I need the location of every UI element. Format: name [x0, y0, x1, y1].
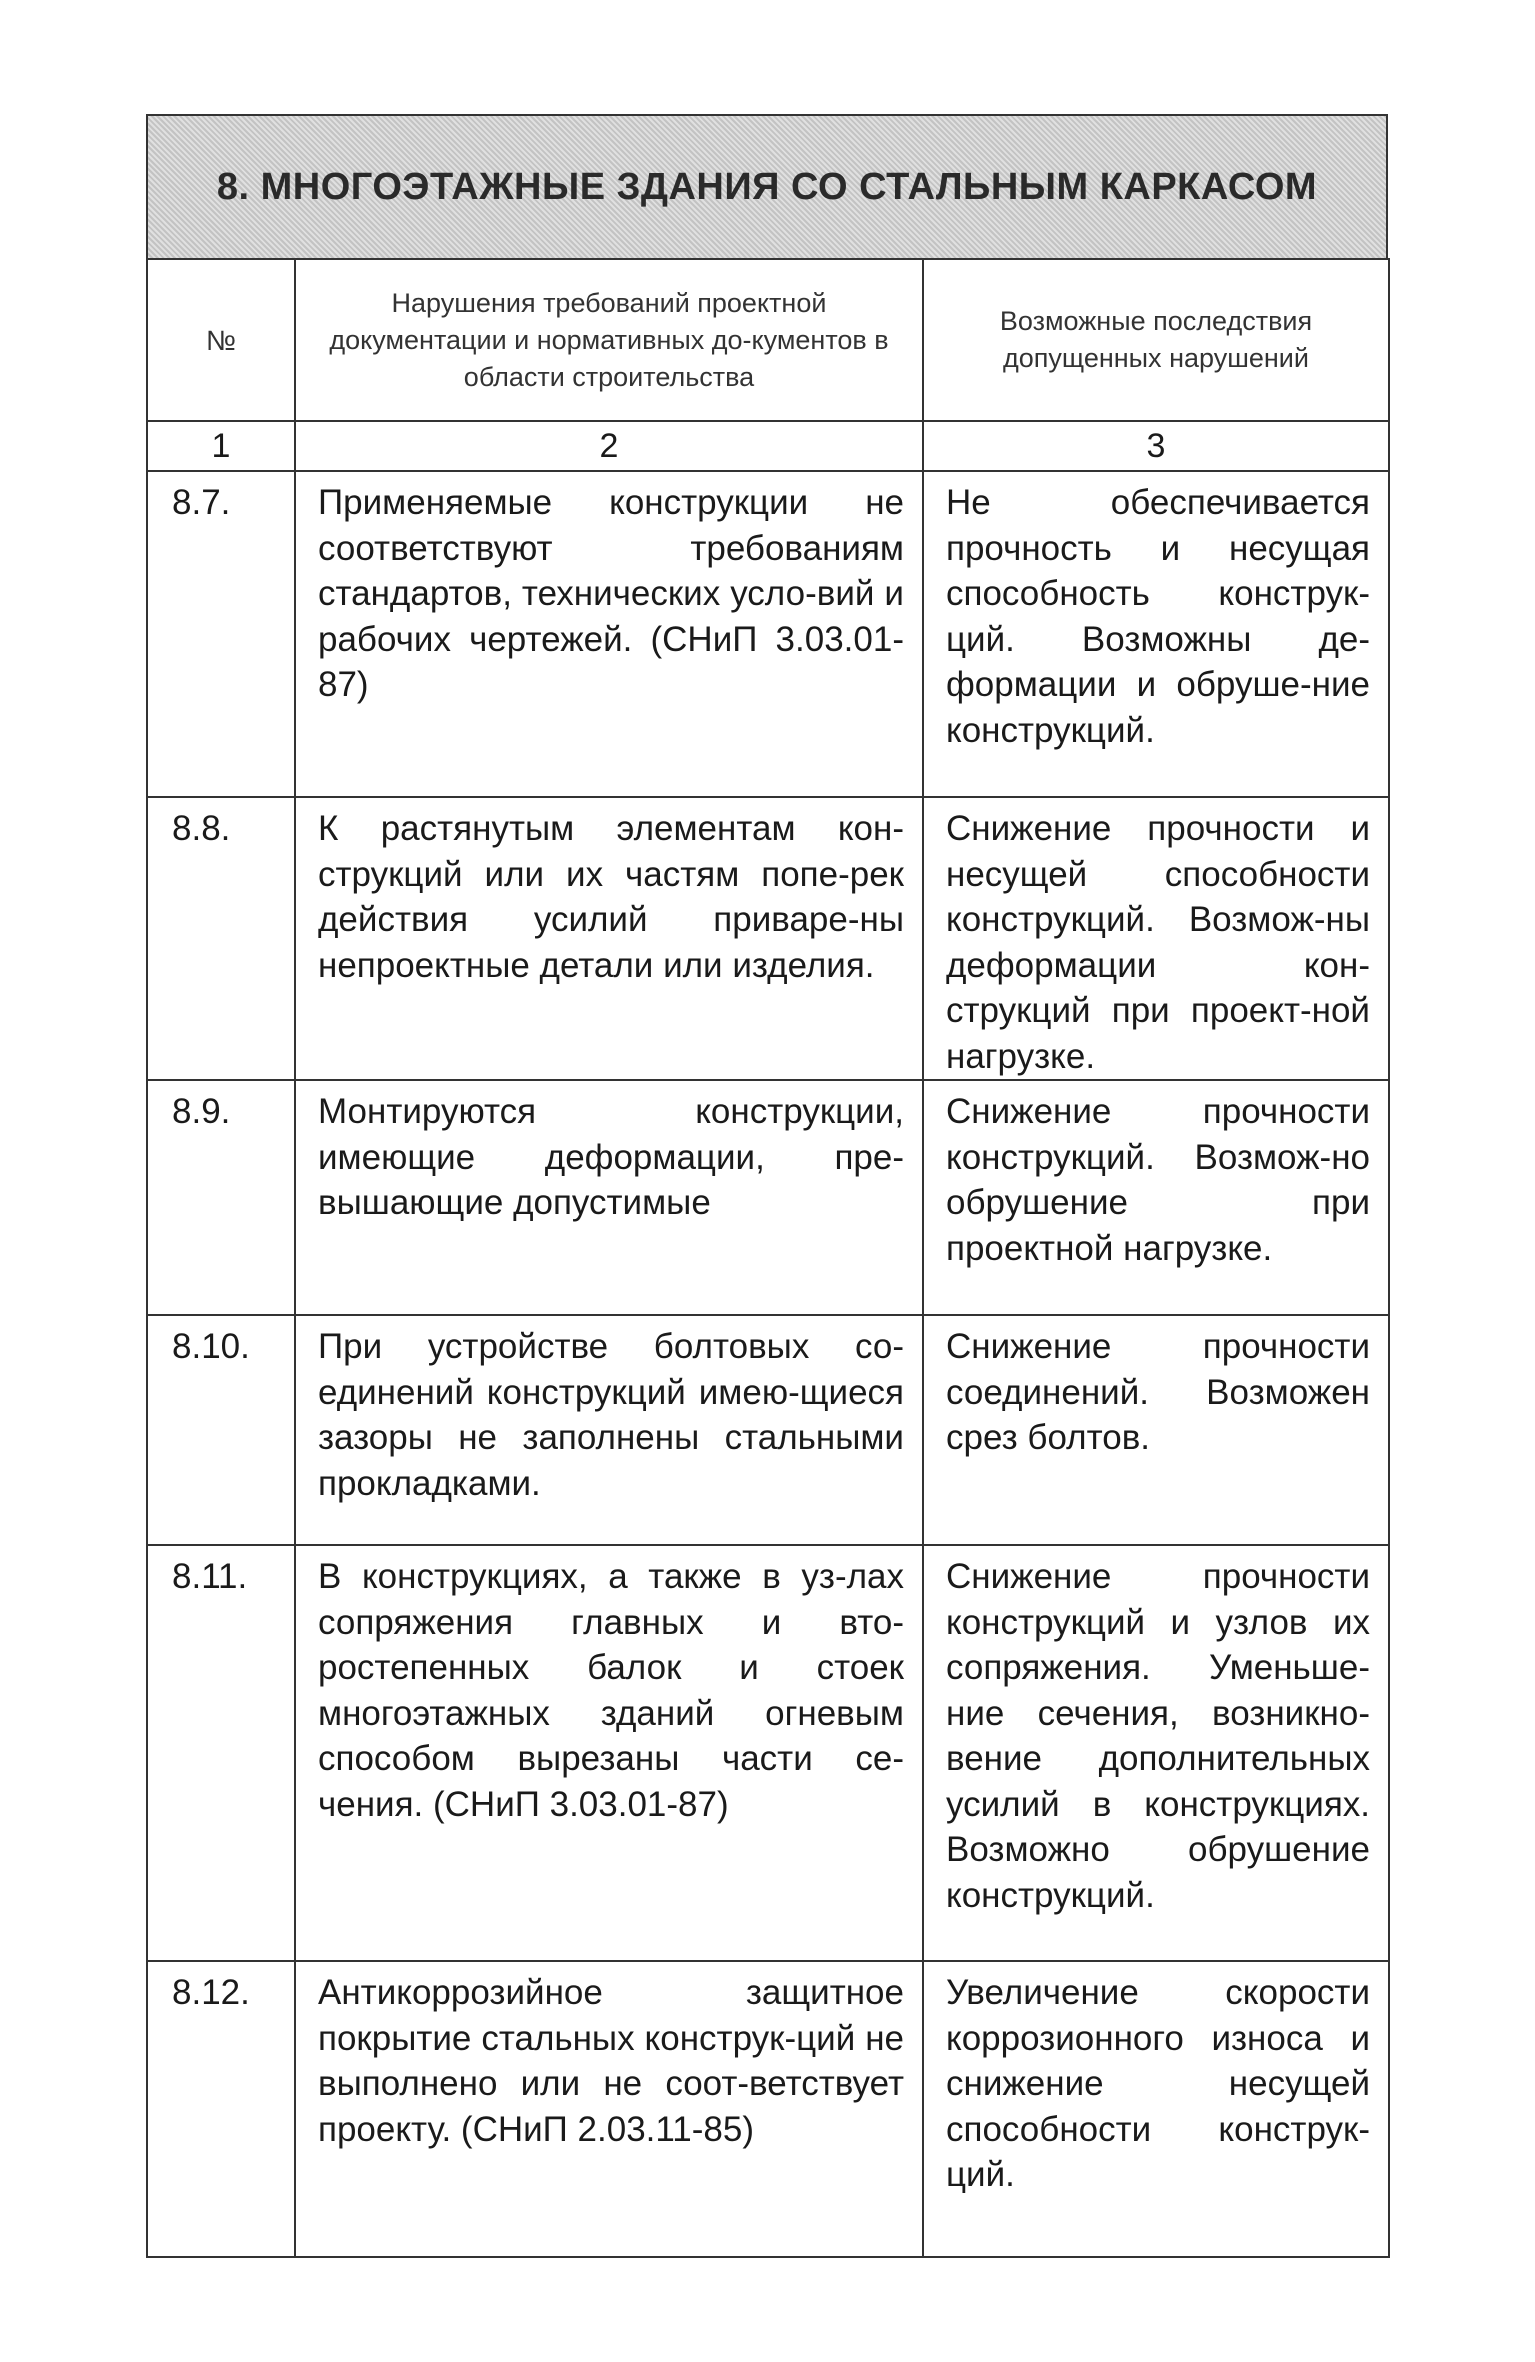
- row-consequence: Увеличение скорости коррозионного износа и снижение несущей способности конструк-ций.: [923, 1961, 1389, 2257]
- violations-table-container: [146, 114, 1388, 2258]
- row-number: 8.8.: [147, 797, 295, 1080]
- header-number: №: [147, 259, 295, 421]
- row-violation: Монтируются конструкции, имеющие деформации, пре-вышающие допустимые: [295, 1080, 923, 1315]
- row-number: 8.10.: [147, 1315, 295, 1545]
- row-consequence: Снижение прочности конструкций и узлов их сопряжения. Уменьше-ние сечения, возникно-вение дополнительных усилий в конструкциях. Возможно обрушение конструкций.: [923, 1545, 1389, 1961]
- header-violations: Нарушения требований проектной документации и нормативных до-кументов в области строительства: [295, 259, 923, 421]
- table-row: [147, 1315, 1389, 1545]
- table-row: [147, 1080, 1389, 1315]
- header-consequences: Возможные последствия допущенных нарушений: [923, 259, 1389, 421]
- row-consequence: Не обеспечивается прочность и несущая способность конструк-ций. Возможны де-формации и обруше-ние конструкций.: [923, 471, 1389, 797]
- table-row: [147, 471, 1389, 797]
- row-number: 8.9.: [147, 1080, 295, 1315]
- section-title: 8. МНОГОЭТАЖНЫЕ ЗДАНИЯ СО СТАЛЬНЫМ КАРКАСОМ: [216, 165, 1318, 208]
- row-violation: При устройстве болтовых со-единений конструкций имею-щиеся зазоры не заполнены стальными прокладками.: [295, 1315, 923, 1545]
- row-violation: Применяемые конструкции не соответствуют требованиям стандартов, технических усло-вий и рабочих чертежей. (СНиП 3.03.01-87): [295, 471, 923, 797]
- row-consequence: Снижение прочности соединений. Возможен срез болтов.: [923, 1315, 1389, 1545]
- row-violation: К растянутым элементам кон-струкций или их частям попе-рек действия усилий приваре-ны непроектные детали или изделия.: [295, 797, 923, 1080]
- row-number: 8.12.: [147, 1961, 295, 2257]
- column-index-2: 2: [295, 421, 923, 471]
- row-violation: Антикоррозийное защитное покрытие стальных конструк-ций не выполнено или не соот-ветствует проекту. (СНиП 2.03.11-85): [295, 1961, 923, 2257]
- row-number: 8.7.: [147, 471, 295, 797]
- table-header-row: [147, 259, 1389, 421]
- row-consequence: Снижение прочности и несущей способности конструкций. Возмож-ны деформации кон-струкций при проект-ной нагрузке.: [923, 797, 1389, 1080]
- section-title-bar: [146, 114, 1388, 258]
- table-row: [147, 797, 1389, 1080]
- column-index-row: [147, 421, 1389, 471]
- violations-table: [146, 258, 1390, 2258]
- column-index-3: 3: [923, 421, 1389, 471]
- table-row: [147, 1545, 1389, 1961]
- row-number: 8.11.: [147, 1545, 295, 1961]
- column-index-1: 1: [147, 421, 295, 471]
- row-violation: В конструкциях, а также в уз-лах сопряжения главных и вто-ростепенных балок и стоек многоэтажных зданий огневым способом вырезаны части се-чения. (СНиП 3.03.01-87): [295, 1545, 923, 1961]
- row-consequence: Снижение прочности конструкций. Возмож-но обрушение при проектной нагрузке.: [923, 1080, 1389, 1315]
- table-row: [147, 1961, 1389, 2257]
